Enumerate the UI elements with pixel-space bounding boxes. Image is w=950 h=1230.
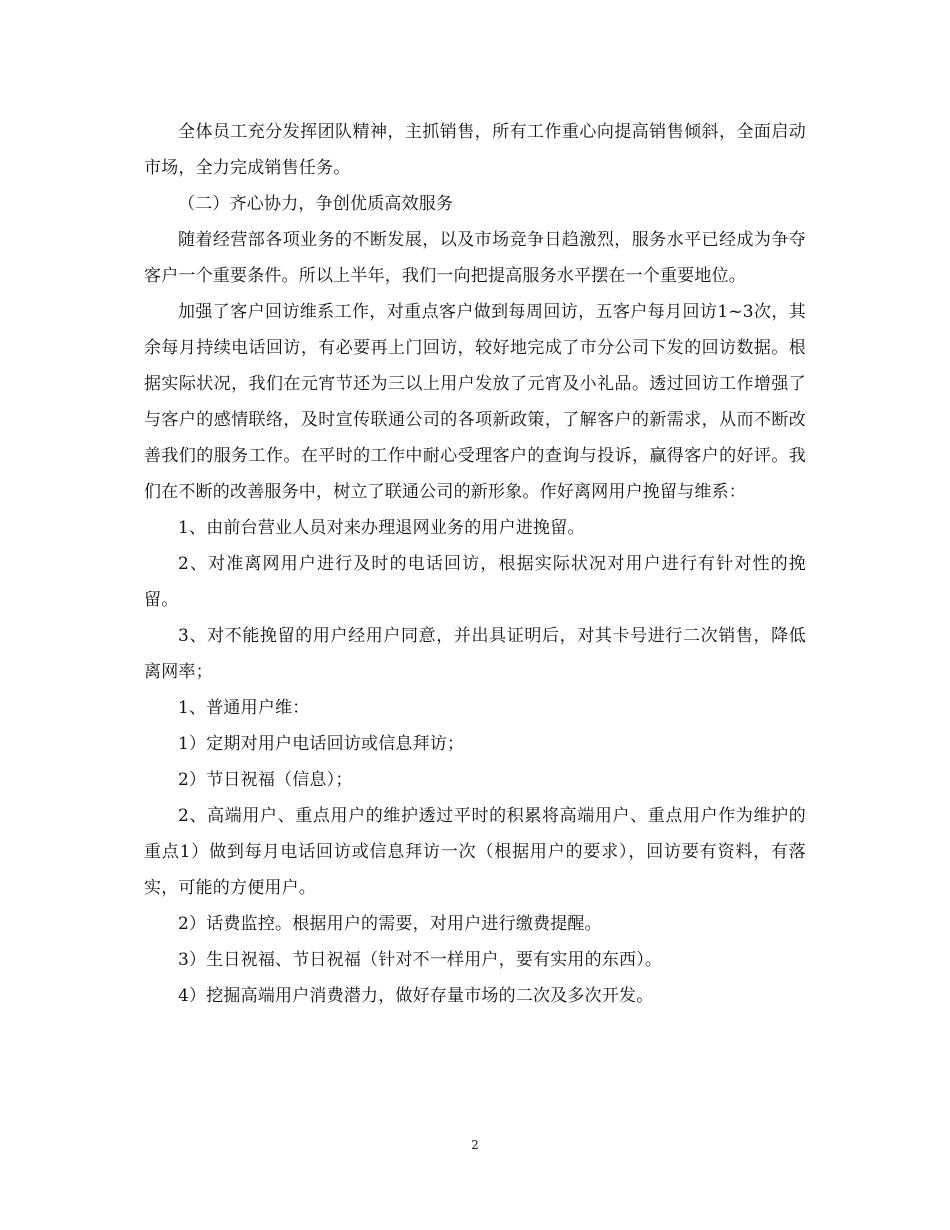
sub-item-consumption-potential: 4）挖掘高端用户消费潜力，做好存量市场的二次及多次开发。: [178, 986, 654, 1006]
paragraph-service-level: 随着经营部各项业务的不断发展，以及市场竞争日趋激烈，服务水平已经成为争夺客户一个重要条件。所以上半年，我们一向把提高服务水平摆在一个重要地位。: [144, 230, 806, 286]
section-heading-service: （二）齐心协力，争创优质高效服务: [178, 194, 454, 214]
list-item-regular-users: 1、普通用户维：: [178, 698, 310, 718]
list-item-retention-2: 2、对准离网用户进行及时的电话回访，根据实际状况对用户进行有针对性的挽留。: [144, 554, 806, 610]
sub-item-regular-visits: 1）定期对用户电话回访或信息拜访；: [178, 734, 465, 754]
sub-item-holiday-greetings: 2）节日祝福（信息）；: [178, 770, 353, 790]
document-body: [144, 114, 806, 1014]
paragraph-sales-focus: 全体员工充分发挥团队精神，主抓销售，所有工作重心向提高销售倾斜，全面启动市场，全力完成销售任务。: [144, 122, 806, 178]
list-item-retention-3: 3、对不能挽留的用户经用户同意，并出具证明后，对其卡号进行二次销售，降低离网率；: [144, 626, 806, 682]
list-item-retention-1: 1、由前台营业人员对来办理退网业务的用户进挽留。: [178, 518, 585, 538]
list-item-high-end-users: 2、高端用户、重点用户的维护透过平时的积累将高端用户、重点用户作为维护的重点1）做到每月电话回访或信息拜访一次（根据用户的要求），回访要有资料，有落实，可能的方便用户。: [144, 806, 806, 898]
sub-item-billing-monitoring: 2）话费监控。根据用户的需要，对用户进行缴费提醒。: [178, 914, 602, 934]
sub-item-birthday-greetings: 3）生日祝福、节日祝福（针对不一样用户，要有实用的东西）。: [178, 950, 663, 970]
page-number: 2: [471, 1138, 479, 1152]
paragraph-customer-visits: 加强了客户回访维系工作，对重点客户做到每周回访，五客户每月回访1~3次，其余每月持续电话回访，有必要再上门回访，较好地完成了市分公司下发的回访数据。根据实际状况，我们在元宵节还为三以上用户发放了元宵及小礼品。透过回访工作增强了与客户的感情联络，及时宣传联通公司的各项新政策，了解客户的新需求，从而不断改善我们的服务工作。在平时的工作中耐心受理客户的查询与投诉，赢得客户的好评。我们在不断的改善服务中，树立了联通公司的新形象。作好离网用户挽留与维系：: [144, 302, 806, 502]
